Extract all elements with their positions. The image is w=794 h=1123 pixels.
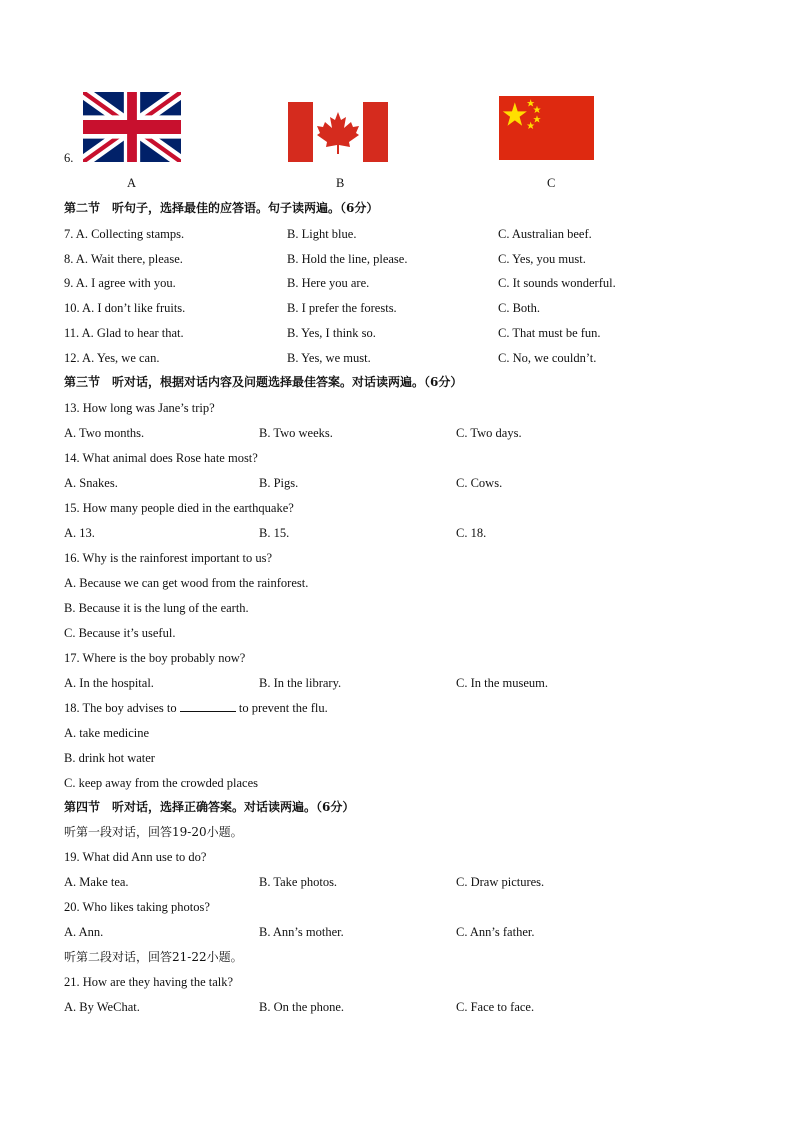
q7-option-b: B. Light blue. bbox=[287, 227, 357, 241]
q6-option-c-label: C bbox=[547, 176, 556, 190]
q13-option-a: A. Two months. bbox=[64, 426, 145, 440]
q15-option-c: C. 18. bbox=[456, 526, 487, 540]
q19-question: 19. What did Ann use to do? bbox=[64, 850, 207, 864]
q14-question: 14. What animal does Rose hate most? bbox=[64, 451, 258, 465]
q21-option-b: B. On the phone. bbox=[259, 1000, 345, 1014]
q6-number: 6. bbox=[64, 151, 74, 165]
q8-option-a: 8. A. Wait there, please. bbox=[64, 252, 183, 266]
q21-option-a: A. By WeChat. bbox=[64, 1000, 140, 1014]
q9-option-a: 9. A. I agree with you. bbox=[64, 276, 176, 290]
q18-blank bbox=[180, 700, 236, 712]
q15-question: 15. How many people died in the earthquake? bbox=[64, 501, 294, 515]
q16-option-a: A. Because we can get wood from the rainforest. bbox=[64, 576, 309, 590]
q19-option-a: A. Make tea. bbox=[64, 875, 129, 889]
q18-option-b: B. drink hot water bbox=[64, 751, 155, 765]
q17-question: 17. Where is the boy probably now? bbox=[64, 651, 246, 665]
q17-option-b: B. In the library. bbox=[259, 676, 342, 690]
q18-question bbox=[64, 700, 328, 716]
q11-option-b: B. Yes, I think so. bbox=[287, 326, 376, 340]
q20-option-c: C. Ann’s father. bbox=[456, 925, 535, 939]
q13-option-c: C. Two days. bbox=[456, 426, 522, 440]
q18-option-c: C. keep away from the crowded places bbox=[64, 776, 259, 790]
q21-question: 21. How are they having the talk? bbox=[64, 975, 234, 989]
q11-option-c: C. That must be fun. bbox=[498, 326, 601, 340]
q21-option-c: C. Face to face. bbox=[456, 1000, 535, 1014]
canada-flag-icon bbox=[288, 102, 388, 162]
q18-question-start: 18. The boy advises to bbox=[64, 701, 180, 715]
q8-option-b: B. Hold the line, please. bbox=[287, 252, 408, 266]
q12-option-a: 12. A. Yes, we can. bbox=[64, 351, 160, 365]
q17-option-c: C. In the museum. bbox=[456, 676, 549, 690]
q7-option-c: C. Australian beef. bbox=[498, 227, 592, 241]
q19-option-c: C. Draw pictures. bbox=[456, 875, 545, 889]
section-2-heading: 第二节 听句子，选择最佳的应答语。句子读两遍。（6分） bbox=[64, 201, 379, 215]
q10-option-a: 10. A. I don’t like fruits. bbox=[64, 301, 186, 315]
q10-option-b: B. I prefer the forests. bbox=[287, 301, 397, 315]
q14-option-a: A. Snakes. bbox=[64, 476, 118, 490]
q16-option-c: C. Because it’s useful. bbox=[64, 626, 176, 640]
q9-option-b: B. Here you are. bbox=[287, 276, 370, 290]
q8-option-c: C. Yes, you must. bbox=[498, 252, 586, 266]
dialog-1-instruction: 听第一段对话，回答19-20小题。 bbox=[64, 825, 243, 839]
q7-option-a: 7. A. Collecting stamps. bbox=[64, 227, 185, 241]
q13-question: 13. How long was Jane’s trip? bbox=[64, 401, 215, 415]
dialog-2-instruction: 听第二段对话，回答21-22小题。 bbox=[64, 950, 243, 964]
q20-question: 20. Who likes taking photos? bbox=[64, 900, 210, 914]
q11-option-a: 11. A. Glad to hear that. bbox=[64, 326, 184, 340]
q14-option-b: B. Pigs. bbox=[259, 476, 299, 490]
q19-option-b: B. Take photos. bbox=[259, 875, 338, 889]
q12-option-c: C. No, we couldn’t. bbox=[498, 351, 597, 365]
q15-option-a: A. 13. bbox=[64, 526, 95, 540]
uk-flag-icon bbox=[83, 92, 181, 162]
q18-question-end: to prevent the flu. bbox=[235, 701, 328, 715]
q9-option-c: C. It sounds wonderful. bbox=[498, 276, 616, 290]
q13-option-b: B. Two weeks. bbox=[259, 426, 333, 440]
q10-option-c: C. Both. bbox=[498, 301, 541, 315]
q6-option-b-label: B bbox=[336, 176, 345, 190]
section-3-heading: 第三节 听对话，根据对话内容及问题选择最佳答案。对话读两遍。（6分） bbox=[64, 375, 463, 389]
q12-option-b: B. Yes, we must. bbox=[287, 351, 371, 365]
q18-option-a: A. take medicine bbox=[64, 726, 150, 740]
q15-option-b: B. 15. bbox=[259, 526, 290, 540]
q20-option-b: B. Ann’s mother. bbox=[259, 925, 344, 939]
q14-option-c: C. Cows. bbox=[456, 476, 503, 490]
q16-question: 16. Why is the rainforest important to us? bbox=[64, 551, 273, 565]
section-4-heading: 第四节 听对话，选择正确答案。对话读两遍。（6分） bbox=[64, 800, 355, 814]
china-flag-icon bbox=[499, 96, 594, 160]
q16-option-b: B. Because it is the lung of the earth. bbox=[64, 601, 249, 615]
q20-option-a: A. Ann. bbox=[64, 925, 104, 939]
q17-option-a: A. In the hospital. bbox=[64, 676, 154, 690]
q6-option-a-label: A bbox=[127, 176, 137, 190]
